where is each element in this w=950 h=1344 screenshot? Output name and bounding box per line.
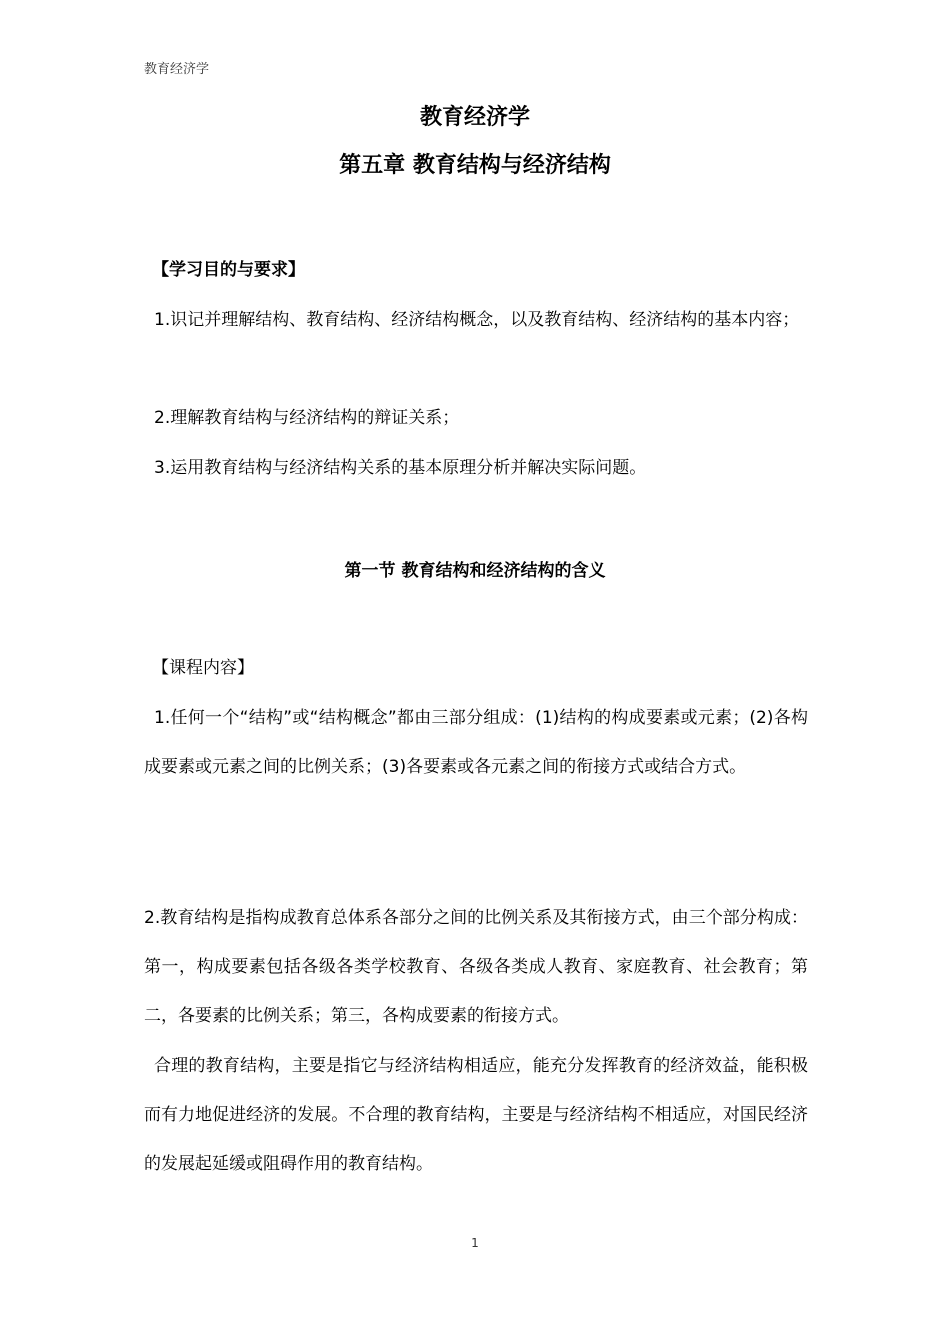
course-heading: 【课程内容】 [152,658,254,678]
objective-item-3: 3.运用教育结构与经济结构关系的基本原理分析并解决实际问题。 [154,458,647,478]
book-title: 教育经济学 [419,105,530,130]
running-header: 教育经济学 [144,62,210,77]
section-title: 第一节 教育结构和经济结构的含义 [344,561,606,581]
course-paragraph-3: 合理的教育结构，主要是指它与经济结构相适应，能充分发挥教育的经济效益，能积极而有力地促进经济的发展。不合理的教育结构，主要是与经济结构不相适应，对国民经济的发展起延缓或阻碍作用的教育结构。 [144,1056,808,1174]
course-paragraph-1: 1.任何一个“结构”或“结构概念”都由三部分组成：(1)结构的构成要素或元素；(2)各构成要素或元素之间的比例关系；(3)各要素或各元素之间的衔接方式或结合方式。 [144,708,808,777]
chapter-title: 第五章 教育结构与经济结构 [339,153,611,178]
objective-item-1: 1.识记并理解结构、教育结构、经济结构概念，以及教育结构、经济结构的基本内容； [154,310,800,330]
course-paragraph-2: 2.教育结构是指构成教育总体系各部分之间的比例关系及其衔接方式，由三个部分构成：第一，构成要素包括各级各类学校教育、各级各类成人教育、家庭教育、社会教育；第二，各要素的比例关系；第三，各构成要素的衔接方式。 [144,908,808,1026]
objective-item-2: 2.理解教育结构与经济结构的辩证关系； [154,408,460,428]
objectives-heading: 【学习目的与要求】 [152,260,305,280]
page-number: 1 [471,1236,479,1250]
